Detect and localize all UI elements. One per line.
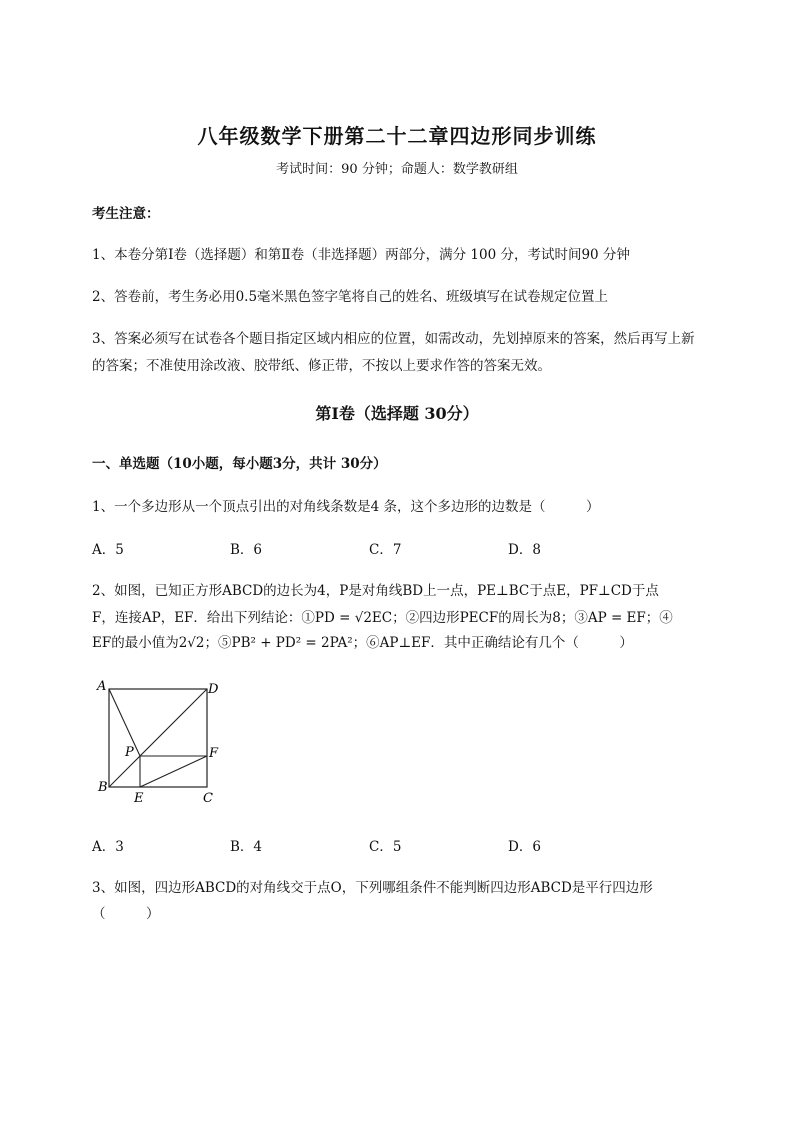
label-f: F [209, 746, 219, 761]
diagonal-bd [109, 689, 207, 787]
q1-option-b[interactable]: B．6 [230, 542, 263, 558]
label-b: B [98, 780, 108, 795]
q2-option-a[interactable]: A．3 [92, 839, 124, 855]
section-title: 第Ⅰ卷（选择题 30分） [315, 404, 479, 423]
label-p: P [125, 745, 134, 760]
question-3-line-2: （ ） [92, 906, 160, 922]
square-figure [92, 676, 232, 808]
label-a: A [97, 679, 107, 694]
q2-option-c[interactable]: C．5 [369, 839, 402, 855]
q1-option-c[interactable]: C．7 [369, 542, 402, 558]
label-c: C [203, 791, 213, 806]
q2-option-d[interactable]: D．6 [508, 839, 541, 855]
label-d: D [208, 682, 219, 697]
page-title: 八年级数学下册第二十二章四边形同步训练 [197, 124, 597, 148]
question-3-line-1: 3、如图，四边形ABCD的对角线交于点O，下列哪组条件不能判断四边形ABCD是平行四边形 [92, 880, 653, 896]
q1-option-d[interactable]: D．8 [508, 542, 541, 558]
notice-item-3: 3、答案必须写在试卷各个题目指定区域内相应的位置，如需改动，先划掉原来的答案，然后再写上新 [92, 331, 695, 347]
notice-item-1: 1、本卷分第Ⅰ卷（选择题）和第Ⅱ卷（非选择题）两部分，满分 100 分，考试时间90 分钟 [92, 247, 630, 263]
q2-option-b[interactable]: B．4 [230, 839, 263, 855]
exam-info: 考试时间：90 分钟；命题人：数学教研组 [276, 162, 518, 177]
label-e: E [134, 791, 144, 806]
notice-item-2: 2、答卷前，考生务必用0.5毫米黑色签字笔将自己的姓名、班级填写在试卷规定位置上 [92, 289, 609, 305]
question-1: 1、一个多边形从一个顶点引出的对角线条数是4 条，这个多边形的边数是（ ） [92, 499, 600, 515]
notice-item-3-cont: 的答案；不准使用涂改液、胶带纸、修正带，不按以上要求作答的答案无效。 [92, 358, 551, 374]
q1-option-a[interactable]: A．5 [92, 542, 124, 558]
notice-heading: 考生注意： [92, 206, 160, 222]
question-2-line-1: 2、如图，已知正方形ABCD的边长为4，P是对角线BD上一点，PE⊥BC于点E，PF⊥CD于点 [92, 583, 659, 599]
part-heading: 一、单选题（10小题，每小题3分，共计 30分） [92, 456, 387, 472]
question-2-line-3: EF的最小值为2√2；⑤PB² + PD² = 2PA²；⑥AP⊥EF．其中正确结论有几个（ ） [92, 635, 633, 651]
question-2-line-2: F，连接AP，EF．给出下列结论：①PD = √2EC；②四边形PECF的周长为8；③AP = EF；④ [92, 610, 673, 626]
segment-ef [140, 756, 207, 787]
